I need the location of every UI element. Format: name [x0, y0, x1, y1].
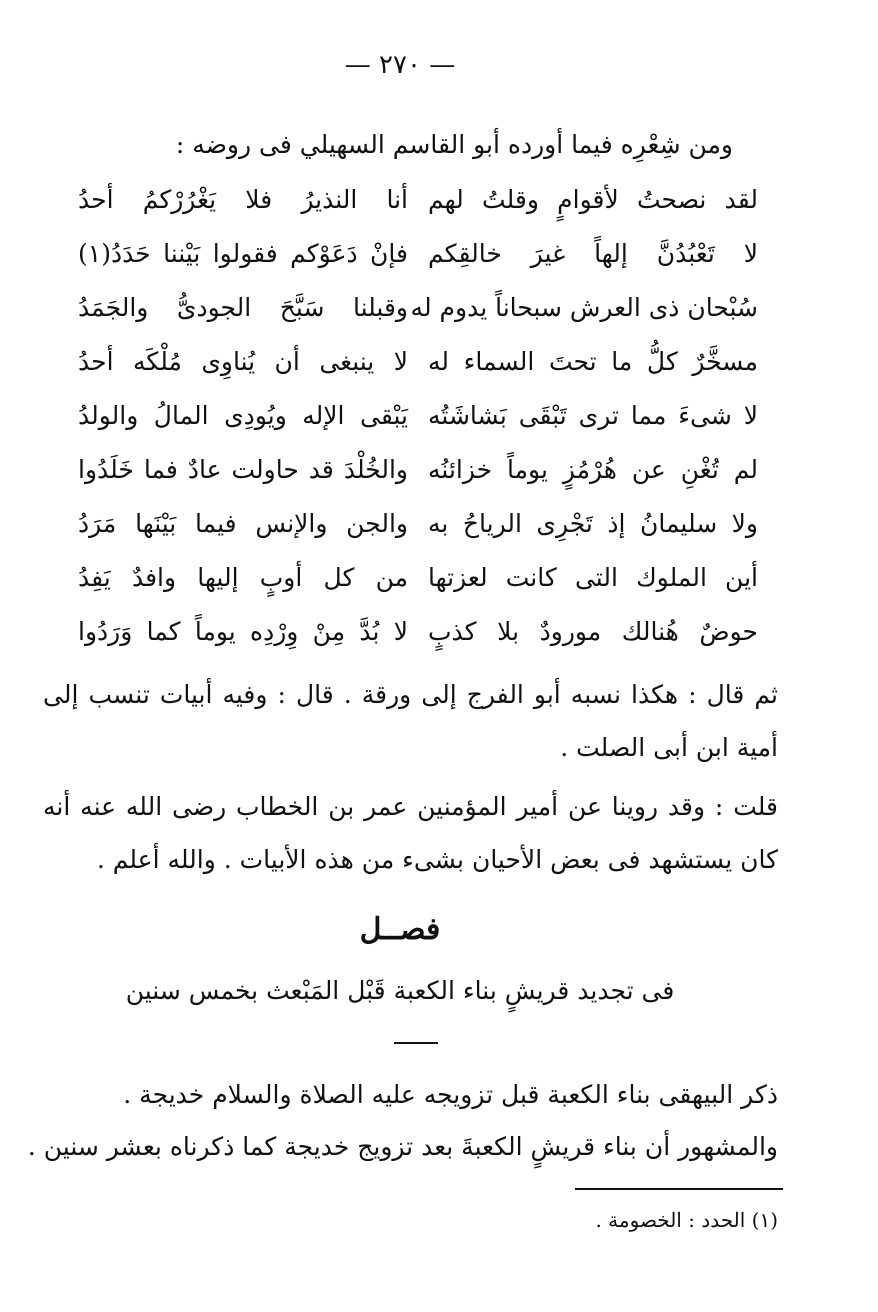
- commentary-paragraph: قلت : وقد روينا عن أمير المؤمنين عمر بن الخطاب رضى الله عنه أنه كان يستشهد فى بعض الأحيان بشىء من هذه الأبيات . والله أعلم .: [43, 792, 778, 874]
- poem-verse: [0, 509, 878, 559]
- section-subheading: فى تجديد قريشٍ بناء الكعبة قَبْل المَبْعث بخمس سنين: [125, 976, 675, 1005]
- section-heading: فصــل: [359, 912, 441, 947]
- verse-first-hemistich: سُبْحان ذى العرش سبحاناً يدوم له: [410, 293, 758, 322]
- verse-first-hemistich: ولا سليمانُ إذ تَجْرِى الرياحُ به: [428, 509, 758, 538]
- body-line: والمشهور أن بناء قريشٍ الكعبةَ بعد تزويج خديجة كما ذكرناه بعشر سنين .: [27, 1132, 778, 1161]
- verse-first-hemistich: لا تَعْبُدُنَّ إلهاً غيرَ خالقِكم: [428, 239, 758, 268]
- poem-introduction: ومن شِعْرِه فيما أورده أبو القاسم السهيلي فى روضه :: [175, 130, 733, 159]
- page-number: — ٢٧٠ —: [344, 50, 456, 80]
- verse-second-hemistich: من كل أوبٍ إليها وافدٌ يَفِدُ: [78, 563, 408, 592]
- attribution-paragraph: ثم قال : هكذا نسبه أبو الفرج إلى ورقة . قال : وفيه أبيات تنسب إلى أمية ابن أبى الصلت .: [43, 680, 778, 762]
- poem-verse: [0, 239, 878, 289]
- footnote: (١) الحدد : الخصومة .: [595, 1208, 778, 1232]
- poem-verse: [0, 293, 878, 343]
- poem-verse: [0, 455, 878, 505]
- verse-first-hemistich: لم تُغْنِ عن هُرْمُزٍ يوماً خزائنُه: [428, 455, 758, 484]
- section-divider: [394, 1042, 438, 1044]
- poem-verse: [0, 401, 878, 451]
- verse-first-hemistich: مسخَّرٌ كلُّ ما تحتَ السماء له: [428, 347, 758, 376]
- verse-first-hemistich: لا شىءَ مما ترى تَبْقَى بَشاشَتُه: [428, 401, 758, 430]
- poem-verse: [0, 617, 878, 667]
- verse-first-hemistich: لقد نصحتُ لأقوامٍ وقلتُ لهم: [428, 185, 758, 214]
- verse-second-hemistich: لا بُدَّ مِنْ وِرْدِه يوماً كما وَرَدُوا: [78, 617, 408, 646]
- verse-second-hemistich: وقبلنا سَبَّحَ الجودىُّ والجَمَدُ: [78, 293, 408, 322]
- verse-second-hemistich: والخُلْدَ قد حاولت عادٌ فما خَلَدُوا: [78, 455, 408, 484]
- verse-second-hemistich: يَبْقى الإله ويُودِى المالُ والولدُ: [78, 401, 408, 430]
- poem-verse: [0, 563, 878, 613]
- footnote-separator: [575, 1188, 783, 1190]
- body-line: ذكر البيهقى بناء الكعبة قبل تزويجه عليه الصلاة والسلام خديجة .: [123, 1080, 778, 1109]
- verse-second-hemistich: فإنْ دَعَوْكم فقولوا بَيْننا حَدَدُ(١): [78, 239, 408, 268]
- poem-verse: [0, 185, 878, 235]
- verse-first-hemistich: حوضٌ هُنالك مورودٌ بلا كذبٍ: [428, 617, 758, 646]
- verse-second-hemistich: لا ينبغى أن يُناوِى مُلْكَه أحدُ: [78, 347, 408, 376]
- verse-second-hemistich: والجن والإنس فيما بَيْنَها مَرَدُ: [78, 509, 408, 538]
- verse-first-hemistich: أين الملوك التى كانت لعزتها: [428, 563, 758, 592]
- verse-second-hemistich: أنا النذيرُ فلا يَغْرُرْكمُ أحدُ: [78, 185, 408, 214]
- poem-verse: [0, 347, 878, 397]
